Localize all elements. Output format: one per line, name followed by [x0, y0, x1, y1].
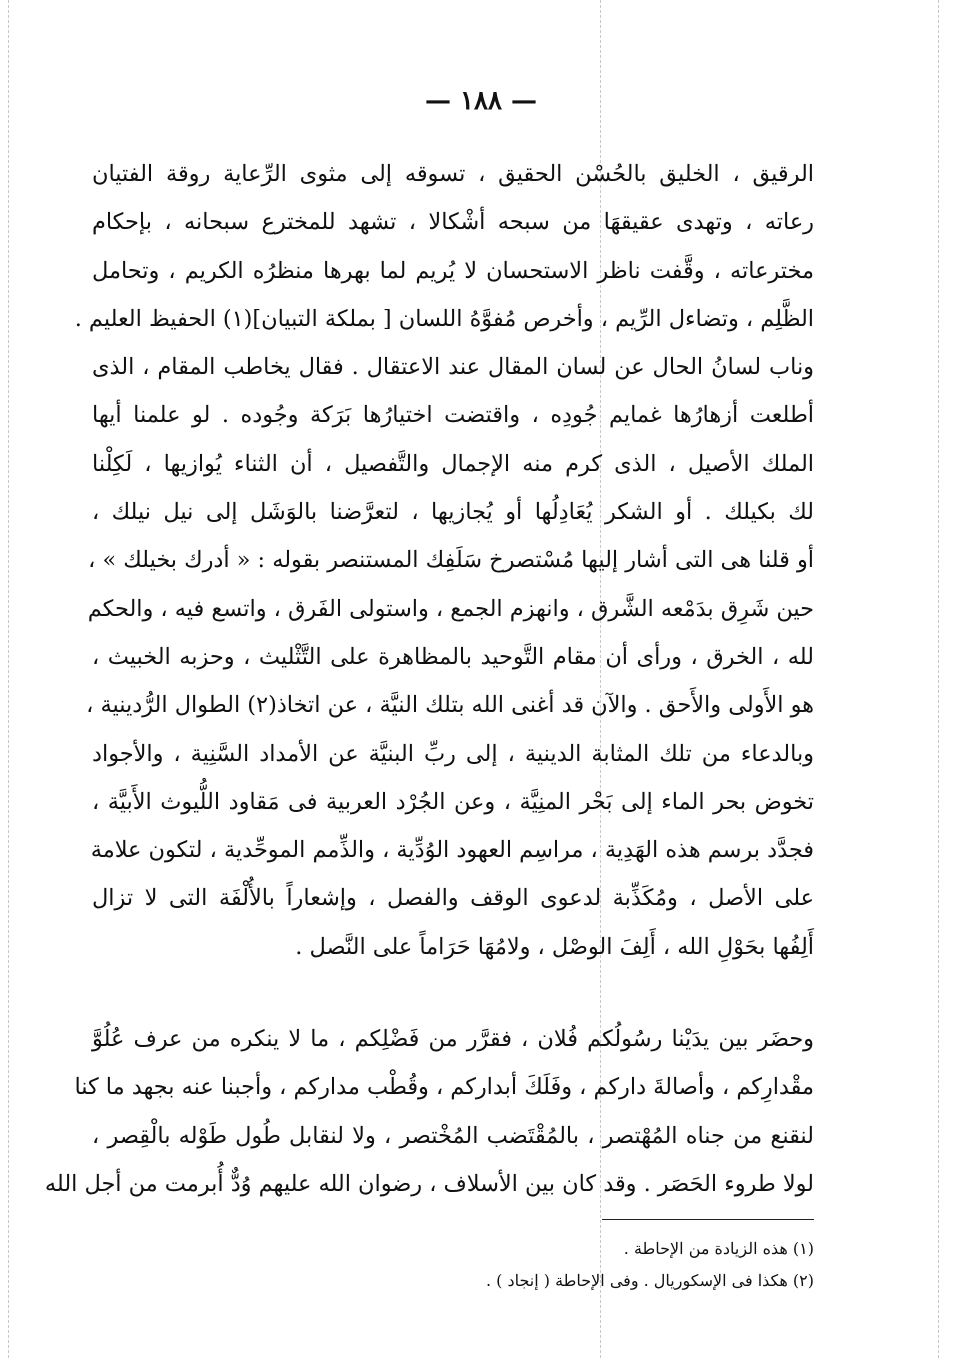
text-line: هو الأَولى والأَحق . والآن قد أغنى الله بتلك النيَّة ، عن اتخاذ(٢) الطوال الرُّدينية ،	[86, 692, 814, 719]
page-number: — ١٨٨ —	[424, 86, 538, 116]
footnotes	[340, 1233, 814, 1297]
text-line: تخوض بحر الماء إلى بَحْر المنِيَّة ، وعن الجُرْد العربية فى مَقاود اللُّيوث الأَبيَّة ،	[92, 788, 814, 815]
body-text	[44, 150, 814, 1208]
text-line: الظَّلِم ، وتضاءل الرِّيم ، وأخرص مُفوَّهُ اللسان [ بملكة التبيان](١) الحفيظ العليم .	[74, 305, 814, 332]
text-line: أَلِفُها بحَوْلِ الله ، أَلِفَ الوصْل ، ولامُهَا حَرَاماً على النَّصل .	[295, 933, 814, 960]
text-line: لله ، الخرق ، ورأى أن مقام التَّوحيد بالمظاهرة على التَّثْليث ، وحزبه الخبيث ،	[92, 643, 814, 670]
text-line: الرقيق ، الخليق بالحُسْن الحقيق ، تسوقه إلى مثوى الرِّعاية روقة الفتيان	[92, 161, 814, 187]
text-line: وحضَر بين يدَيْنا رسُولُكم فُلان ، فقرَّر من فَضْلِكم ، ما لا ينكره من عرف عُلُوَّ	[92, 1026, 814, 1053]
paragraph-2	[44, 1015, 814, 1208]
text-line: مخترعاته ، وقَّفت ناظر الاستحسان لا يُريم لما بهرها منظرُه الكريم ، وتحامل	[92, 257, 814, 284]
text-line: على الأصل ، ومُكَذِّبة لدعوى الوقف والفصل ، وإشعاراً بالأُلْفَة التى لا تزال	[92, 885, 814, 912]
text-line: حين شَرِق بدَمْعه الشَّرق ، وانهزم الجمع ، واستولى الفَرق ، واتسع فيه ، والحكم	[87, 595, 814, 622]
footnote-divider	[602, 1219, 814, 1220]
text-line: الملك الأصيل ، الذى كرم منه الإجمال والتَّفصيل ، أن الثناء يُوازيها ، لَكِلْنا	[92, 450, 814, 477]
page-edge-line	[938, 0, 939, 1358]
text-line: أطلعت أزهارُها غمايم جُودِه ، واقتضت اختيارُها بَرَكة وجُوده . لو علمنا أيها	[92, 402, 814, 429]
text-line: لنقنع من جناه المُهْتصر ، بالمُقْتَضب المُخْتصر ، ولا لنقابل طُول طَوْله بالْقِصر ،	[92, 1122, 814, 1149]
text-line: وناب لسانُ الحال عن لسان المقال عند الاعتقال . فقال يخاطب المقام ، الذى	[92, 354, 814, 381]
footnote-1: (١) هذه الزيادة من الإحاطة .	[623, 1239, 814, 1258]
text-line: أو قلنا هى التى أشار إليها مُسْتصرخ سَلَفِك المستنصر بقوله : « أدرك بخيلك » ،	[88, 547, 814, 574]
text-line: لك بكيلك . أو الشكر يُعَادِلُها أو يُجازيها ، لتعرَّضنا بالوَشَل إلى نيل نيلك ،	[92, 499, 814, 526]
text-line: مقْدارِكم ، وأصالةَ داركم ، وفَلَكَ أبداركم ، وقُطْب مداركم ، وأجبنا عنه بجهد ما كنا	[74, 1074, 814, 1101]
page-edge-line	[8, 0, 9, 1358]
paragraph-1	[74, 150, 814, 971]
text-line: لولا طروء الحَصَر . وقد كان بين الأسلاف ، رضوان الله عليهم وُدٌّ أُبرمت من أجل الله	[44, 1170, 814, 1197]
text-line: فجدَّد برسم هذه الهَدِية ، مراسِم العهود الوُدِّية ، والذِّمم الموحِّدية ، لتكون علامة	[90, 837, 814, 864]
footnote-2: (٢) هكذا فى الإسكوريال . وفى الإحاطة ( إنجاد ) .	[485, 1271, 814, 1290]
text-line: رعاته ، وتهدى عقيقهَا من سبحه أشْكالا ، تشهد للمخترع سبحانه ، بإحكام	[92, 209, 814, 236]
text-line: وبالدعاء من تلك المثابة الدينية ، إلى ربِّ البنيَّة عن الأمداد السَّنِية ، والأجواد	[92, 740, 814, 767]
